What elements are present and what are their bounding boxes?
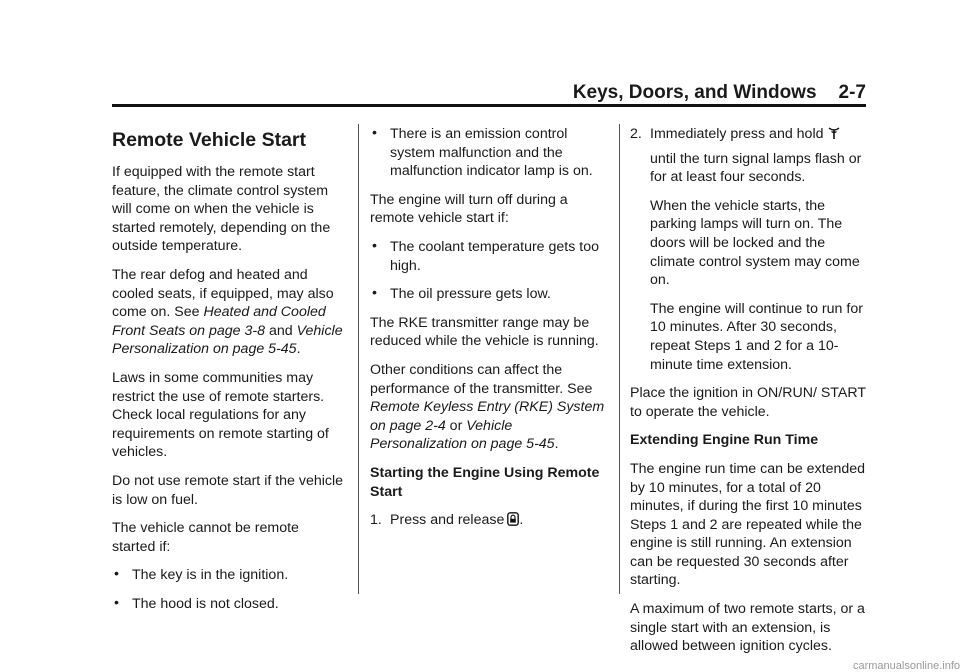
- paragraph: Do not use remote start if the vehicle is low on fuel.: [112, 472, 344, 508]
- step-number: 1.: [370, 512, 382, 529]
- list-item: • The coolant temperature gets too high.: [370, 238, 610, 275]
- cross-reference-link[interactable]: Remote Keyless Entry (RKE) System on page 2-4: [370, 399, 605, 434]
- subheading: Extending Engine Run Time: [630, 432, 819, 449]
- column-1: [112, 124, 344, 623]
- lock-icon: [507, 512, 519, 532]
- column-2: [370, 125, 610, 542]
- page-number: 2-7: [838, 82, 866, 103]
- paragraph: The vehicle cannot be remote started if:: [112, 520, 299, 555]
- header-rule: [112, 104, 866, 107]
- paragraph: Place the ignition in ON/RUN/ START to operate the vehicle.: [630, 385, 866, 420]
- paragraph: If equipped with the remote start feature, the climate control system will come on when the vehicle is started remotely, depending on the outside temperature.: [112, 164, 331, 255]
- watermark: carmanualsonline.info: [852, 660, 960, 672]
- remote-start-icon: [827, 126, 841, 146]
- paragraph: The rear defog and heated and cooled seats, if equipped, may also come on. See Heated and Cooled Front Seats on page 3-8 and Vehicle Personalization on page 5-45.: [112, 266, 343, 358]
- list-item: • There is an emission control system malfunction and the malfunction indicator lamp is on.: [370, 125, 610, 181]
- list-item: • The oil pressure gets low.: [370, 285, 610, 304]
- paragraph: The engine will turn off during a remote vehicle start if:: [370, 191, 568, 227]
- column-3: [630, 125, 870, 666]
- step-2: 2. Immediately press and hold until the turn signal lamps flash or for at least four seconds.: [630, 125, 870, 187]
- step-number: 2.: [630, 126, 642, 142]
- paragraph: A maximum of two remote starts, or a single start with an extension, is allowed between ignition cycles.: [630, 601, 865, 655]
- page-header: [112, 82, 866, 106]
- paragraph: The engine run time can be extended by 10 minutes, for a total of 20 minutes, if during the first 10 minutes Steps 1 and 2 are repeated while the engine is still running. An extension can be requested 30 seconds after starting.: [630, 460, 866, 589]
- step-text: until the turn signal lamps flash or for at least four seconds.: [650, 150, 862, 186]
- paragraph: The engine will continue to run for 10 minutes. After 30 seconds, repeat Steps 1 and 2 for a 10-minute time extension.: [650, 300, 863, 373]
- paragraph: Laws in some communities may restrict the use of remote starters. Check local regulations for any requirements on remote starting of vehicles.: [112, 369, 329, 461]
- subheading: Starting the Engine Using Remote Start: [370, 464, 600, 500]
- cross-reference-link[interactable]: Heated and Cooled Front Seats on page 3-8: [112, 304, 326, 339]
- paragraph: Other conditions can affect the performance of the transmitter. See Remote Keyless Entry (RKE) System on page 2-4 or Vehicle Personalization on page 5-45.: [370, 361, 605, 453]
- list-item: • The key is in the ignition.: [112, 566, 344, 585]
- section-title: Keys, Doors, and Windows: [572, 82, 817, 103]
- cross-reference-link[interactable]: Vehicle Personalization on page 5-45: [370, 417, 555, 453]
- paragraph: When the vehicle starts, the parking lamps will turn on. The doors will be locked and the climate control system may come on.: [650, 197, 860, 289]
- cross-reference-link[interactable]: Vehicle Personalization on page 5-45: [112, 322, 343, 358]
- step-1: 1. Press and release .: [370, 511, 610, 532]
- section-heading: Remote Vehicle Start: [112, 129, 306, 151]
- column-divider: [358, 124, 359, 594]
- column-divider: [619, 124, 620, 594]
- paragraph: The RKE transmitter range may be reduced while the vehicle is running.: [370, 314, 599, 350]
- list-item: • The hood is not closed.: [112, 595, 344, 614]
